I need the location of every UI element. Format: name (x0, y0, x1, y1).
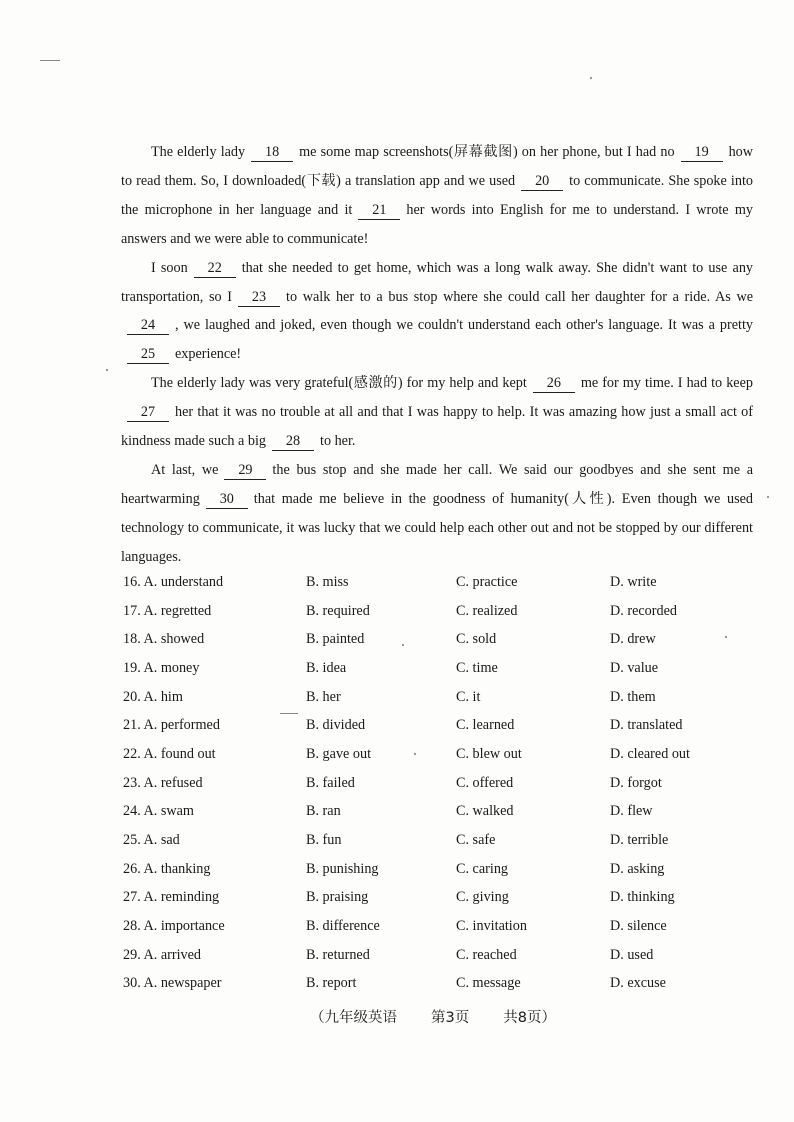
blank-19: 19 (681, 144, 723, 162)
option-a: 20. A. him (123, 688, 183, 705)
question-22 (123, 740, 763, 769)
question-25 (123, 826, 763, 855)
option-d: D. asking (610, 860, 665, 877)
option-c: C. giving (456, 889, 509, 906)
cloze-passage (121, 138, 753, 572)
scan-speck (590, 77, 592, 79)
option-a: 28. A. importance (123, 918, 225, 935)
option-b: B. required (306, 602, 370, 619)
page-footer (310, 1006, 590, 1027)
blank-22: 22 (194, 260, 236, 278)
option-b: B. painted (306, 631, 365, 648)
option-a: 26. A. thanking (123, 860, 211, 877)
option-c: C. safe (456, 832, 496, 849)
answer-options (123, 568, 763, 998)
option-d: D. thinking (610, 889, 675, 906)
option-b: B. idea (306, 659, 347, 676)
footer-total-pages: 共8页） (503, 1010, 556, 1026)
blank-20: 20 (521, 173, 563, 191)
option-b: B. fun (306, 832, 342, 849)
option-a: 27. A. reminding (123, 889, 220, 906)
option-b: B. report (306, 975, 357, 992)
passage-text: her words into English for me to understand. I wrote my answers and we were able to communicate! (121, 201, 753, 247)
option-a: 16. A. understand (123, 573, 224, 590)
blank-24: 24 (127, 317, 169, 335)
blank-29: 29 (224, 462, 266, 480)
option-d: D. forgot (610, 774, 662, 791)
question-19 (123, 654, 763, 683)
option-a: 17. A. regretted (123, 602, 212, 619)
option-c: C. walked (456, 803, 514, 820)
paragraph-4 (121, 456, 753, 572)
option-a: 30. A. newspaper (123, 975, 222, 992)
passage-text: The elderly lady was very grateful(感激的) for my help and kept (151, 375, 527, 392)
passage-text: to communicate. She spoke into the microphone in her language and it (121, 172, 753, 218)
option-d: D. value (610, 659, 659, 676)
passage-text: The elderly lady (151, 144, 246, 160)
option-b: B. returned (306, 946, 370, 963)
option-a: 22. A. found out (123, 745, 216, 762)
option-a: 19. A. money (123, 659, 200, 676)
option-d: D. flew (610, 803, 653, 820)
question-20 (123, 683, 763, 712)
option-a: 23. A. refused (123, 774, 203, 791)
scan-speck (106, 369, 108, 371)
blank-21: 21 (358, 202, 400, 220)
option-a: 18. A. showed (123, 631, 205, 648)
option-c: C. offered (456, 774, 514, 791)
question-23 (123, 769, 763, 798)
option-b: B. difference (306, 918, 380, 935)
paragraph-1 (121, 138, 753, 254)
passage-text: I soon (151, 259, 188, 276)
question-27 (123, 884, 763, 913)
option-c: C. time (456, 659, 498, 676)
option-a: 25. A. sad (123, 832, 180, 849)
blank-25: 25 (127, 346, 169, 364)
passage-text: the bus stop and she made her call. We said our goodbyes and she sent me a heartwarming (121, 461, 753, 507)
footer-subject: （九年级英语 (310, 1010, 397, 1026)
option-a: 24. A. swam (123, 803, 194, 820)
passage-text: to her. (320, 433, 356, 450)
passage-text: to walk her to a bus stop where she could call her daughter for a ride. As we (286, 288, 753, 305)
option-d: D. translated (610, 717, 683, 734)
option-c: C. caring (456, 860, 509, 877)
scan-speck (767, 496, 769, 498)
blank-23: 23 (238, 289, 280, 307)
option-d: D. cleared out (610, 745, 690, 762)
passage-text: experience! (175, 346, 242, 363)
option-b: B. divided (306, 717, 366, 734)
option-c: C. realized (456, 602, 518, 619)
option-d: D. used (610, 946, 654, 963)
option-b: B. punishing (306, 860, 379, 877)
option-c: C. it (456, 688, 481, 705)
passage-text: At last, we (151, 461, 219, 478)
option-b: B. failed (306, 774, 355, 791)
footer-page-number: 第3页 (431, 1010, 470, 1026)
option-d: D. excuse (610, 975, 666, 992)
passage-text: , we laughed and joked, even though we couldn't understand each other's language. It was a pretty (175, 317, 753, 334)
blank-28: 28 (272, 433, 314, 451)
option-b: B. praising (306, 889, 369, 906)
scan-speck (402, 644, 404, 646)
passage-text: that she needed to get home, which was a long walk away. She didn't want to use any transportation, so I (121, 259, 754, 305)
option-c: C. reached (456, 946, 517, 963)
option-a: 21. A. performed (123, 717, 220, 734)
option-d: D. recorded (610, 602, 677, 619)
question-18 (123, 625, 763, 654)
question-21 (123, 711, 763, 740)
option-d: D. them (610, 688, 656, 705)
passage-text: me some map screenshots(屏幕截图) on her phone, but I had no (299, 144, 675, 160)
option-a: 29. A. arrived (123, 946, 202, 963)
passage-text: her that it was no trouble at all and that I was happy to help. It was amazing how just a small act of kindness made such a big (121, 404, 753, 450)
blank-26: 26 (533, 375, 575, 393)
option-b: B. miss (306, 573, 349, 590)
option-c: C. invitation (456, 918, 527, 935)
option-c: C. practice (456, 573, 518, 590)
blank-18: 18 (251, 144, 293, 162)
option-d: D. terrible (610, 832, 669, 849)
question-26 (123, 855, 763, 884)
option-c: C. message (456, 975, 521, 992)
option-c: C. sold (456, 631, 497, 648)
option-b: B. her (306, 688, 341, 705)
question-16 (123, 568, 763, 597)
question-24 (123, 798, 763, 827)
passage-text: how to read them. So, I downloaded(下载) a translation app and we used (121, 144, 754, 189)
question-29 (123, 941, 763, 970)
question-28 (123, 912, 763, 941)
option-d: D. drew (610, 631, 656, 648)
option-b: B. gave out (306, 745, 372, 762)
question-30 (123, 970, 763, 999)
option-d: D. silence (610, 918, 667, 935)
blank-27: 27 (127, 404, 169, 422)
passage-text: me for my time. I had to keep (580, 375, 753, 392)
option-c: C. learned (456, 717, 515, 734)
scan-mark (40, 60, 60, 61)
option-d: D. write (610, 573, 657, 590)
option-c: C. blew out (456, 745, 522, 762)
paragraph-2 (121, 254, 753, 370)
option-b: B. ran (306, 803, 341, 820)
scan-speck (725, 636, 727, 638)
paragraph-3 (121, 369, 753, 456)
passage-text: that made me believe in the goodness of humanity(人性). Even though we used technology to communicate, it was lucky that we could help each other out and not be stopped by our different languages. (121, 490, 753, 565)
scan-speck (414, 753, 416, 755)
scan-mark (280, 713, 298, 714)
blank-30: 30 (206, 491, 248, 509)
question-17 (123, 597, 763, 626)
